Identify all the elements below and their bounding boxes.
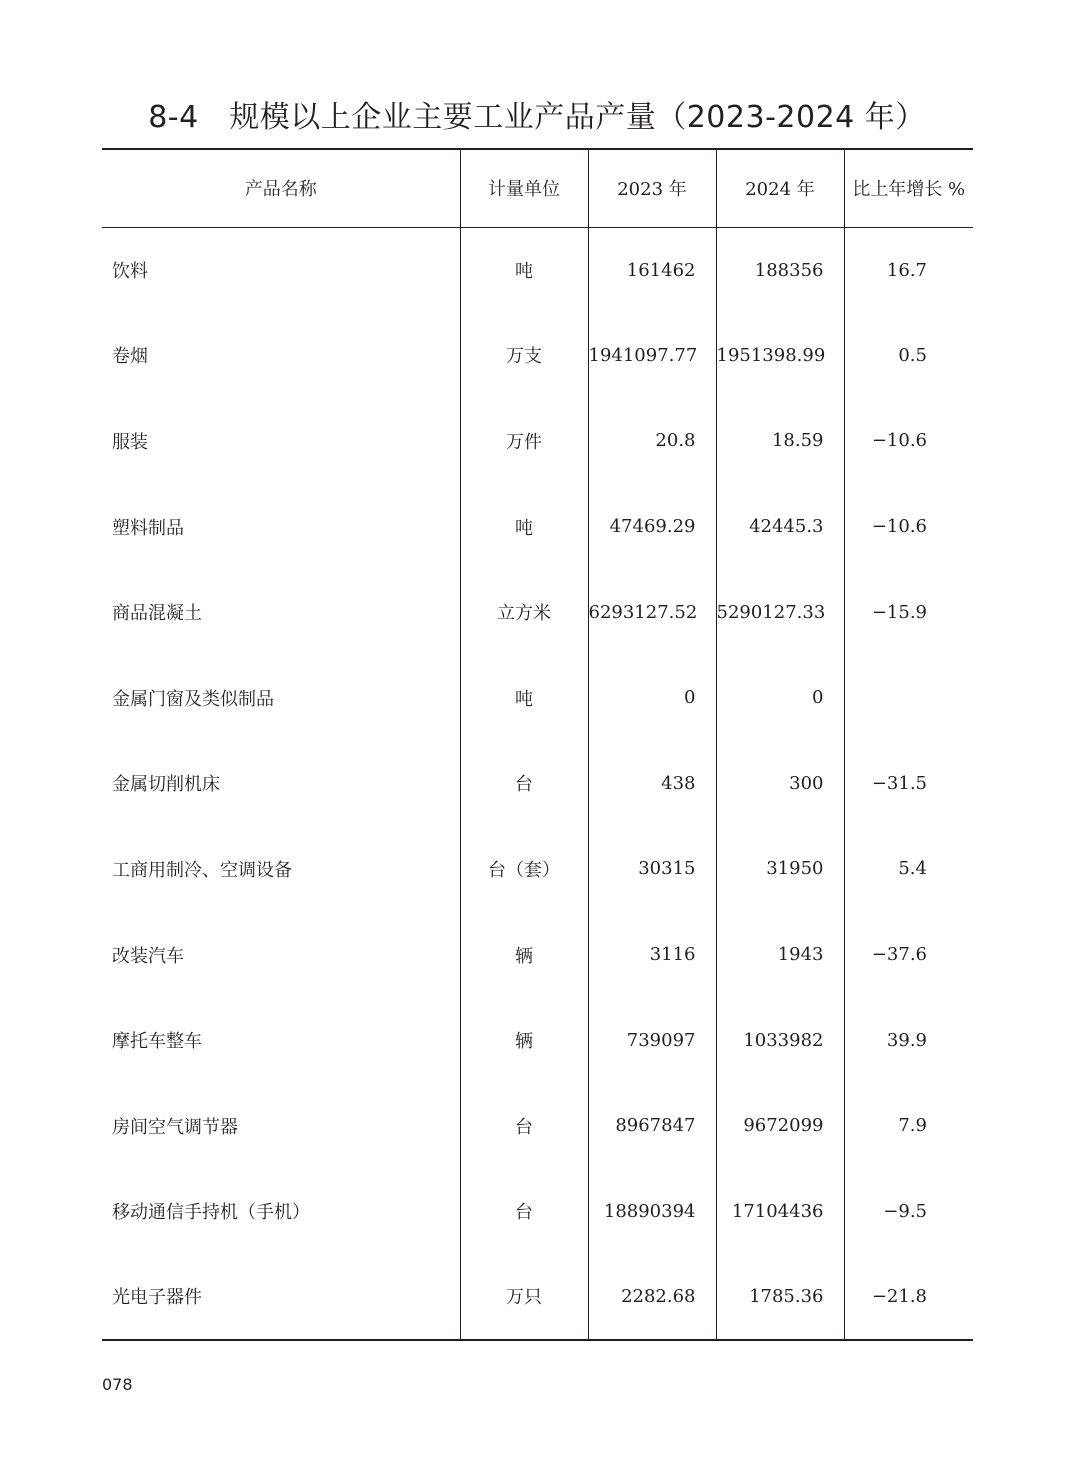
value-2024-cell: 0 — [716, 655, 844, 741]
product-name-cell: 金属门窗及类似制品 — [112, 688, 274, 710]
growth-cell: −15.9 — [844, 569, 973, 655]
value-2024-cell: 17104436 — [716, 1169, 844, 1255]
table-row — [102, 912, 973, 998]
product-name-cell: 卷烟 — [112, 346, 148, 368]
growth-cell: −31.5 — [844, 741, 973, 827]
value-2023-cell: 6293127.52 — [588, 569, 716, 655]
unit-cell: 吨 — [460, 484, 588, 570]
value-2023-cell: 18890394 — [588, 1169, 716, 1255]
product-name-cell: 工商用制冷、空调设备 — [112, 859, 292, 881]
value-2024-cell: 1951398.99 — [716, 313, 844, 399]
product-name-cell: 塑料制品 — [112, 517, 184, 539]
value-2023-cell: 438 — [588, 741, 716, 827]
unit-cell: 万件 — [460, 398, 588, 484]
growth-cell: −10.6 — [844, 398, 973, 484]
value-2024-cell: 188356 — [716, 227, 844, 313]
product-name-cell: 饮料 — [112, 261, 148, 283]
table-row — [102, 997, 973, 1083]
page-title: 8-4 规模以上企业主要工业产品产量（2023-2024 年） — [148, 100, 926, 135]
growth-cell: 0.5 — [844, 313, 973, 399]
table-row — [102, 1083, 973, 1169]
unit-cell: 立方米 — [460, 569, 588, 655]
value-2024-cell: 1785.36 — [716, 1254, 844, 1340]
table-row — [102, 741, 973, 827]
growth-cell: −21.8 — [844, 1254, 973, 1340]
value-2024-cell: 1033982 — [716, 997, 844, 1083]
unit-cell: 台 — [460, 741, 588, 827]
table-header-row — [102, 149, 973, 227]
value-2023-cell: 3116 — [588, 912, 716, 998]
unit-cell: 台 — [460, 1083, 588, 1169]
unit-cell: 吨 — [460, 655, 588, 741]
value-2024-cell: 42445.3 — [716, 484, 844, 570]
growth-cell: 7.9 — [844, 1083, 973, 1169]
value-2023-cell: 0 — [588, 655, 716, 741]
unit-cell: 吨 — [460, 227, 588, 313]
header-product-name: 产品名称 — [102, 149, 460, 227]
value-2023-cell: 30315 — [588, 826, 716, 912]
value-2023-cell: 47469.29 — [588, 484, 716, 570]
product-name-cell: 服装 — [112, 431, 148, 453]
unit-cell: 辆 — [460, 997, 588, 1083]
value-2023-cell: 739097 — [588, 997, 716, 1083]
value-2023-cell: 161462 — [588, 227, 716, 313]
value-2023-cell: 8967847 — [588, 1083, 716, 1169]
table-row — [102, 484, 973, 570]
product-name-cell: 摩托车整车 — [112, 1031, 202, 1053]
value-2024-cell: 5290127.33 — [716, 569, 844, 655]
growth-cell — [844, 655, 973, 741]
growth-cell: −9.5 — [844, 1169, 973, 1255]
product-name-cell: 金属切削机床 — [112, 774, 220, 796]
unit-cell: 万支 — [460, 313, 588, 399]
value-2023-cell: 2282.68 — [588, 1254, 716, 1340]
table-row — [102, 569, 973, 655]
value-2024-cell: 300 — [716, 741, 844, 827]
table-row — [102, 227, 973, 313]
value-2023-cell: 20.8 — [588, 398, 716, 484]
table-row — [102, 313, 973, 399]
unit-cell: 万只 — [460, 1254, 588, 1340]
product-name-cell: 房间空气调节器 — [112, 1116, 238, 1138]
product-name-cell: 改装汽车 — [112, 945, 184, 967]
value-2024-cell: 1943 — [716, 912, 844, 998]
header-growth: 比上年增长 % — [844, 149, 973, 227]
industrial-output-table — [102, 148, 973, 1341]
growth-cell: 39.9 — [844, 997, 973, 1083]
growth-cell: 16.7 — [844, 227, 973, 313]
table-row — [102, 1254, 973, 1340]
growth-cell: −37.6 — [844, 912, 973, 998]
header-unit: 计量单位 — [460, 149, 588, 227]
table-row — [102, 826, 973, 912]
value-2023-cell: 1941097.77 — [588, 313, 716, 399]
growth-cell: −10.6 — [844, 484, 973, 570]
header-year-2023: 2023 年 — [588, 149, 716, 227]
unit-cell: 台（套） — [460, 826, 588, 912]
value-2024-cell: 31950 — [716, 826, 844, 912]
product-name-cell: 移动通信手持机（手机） — [112, 1202, 310, 1224]
page-number: 078 — [102, 1375, 133, 1394]
value-2024-cell: 18.59 — [716, 398, 844, 484]
unit-cell: 辆 — [460, 912, 588, 998]
table-row — [102, 398, 973, 484]
growth-cell: 5.4 — [844, 826, 973, 912]
product-name-cell: 光电子器件 — [102, 1254, 460, 1340]
product-name-cell: 商品混凝土 — [112, 603, 202, 625]
header-year-2024: 2024 年 — [716, 149, 844, 227]
unit-cell: 台 — [460, 1169, 588, 1255]
table-row — [102, 1169, 973, 1255]
value-2024-cell: 9672099 — [716, 1083, 844, 1169]
table-row — [102, 655, 973, 741]
